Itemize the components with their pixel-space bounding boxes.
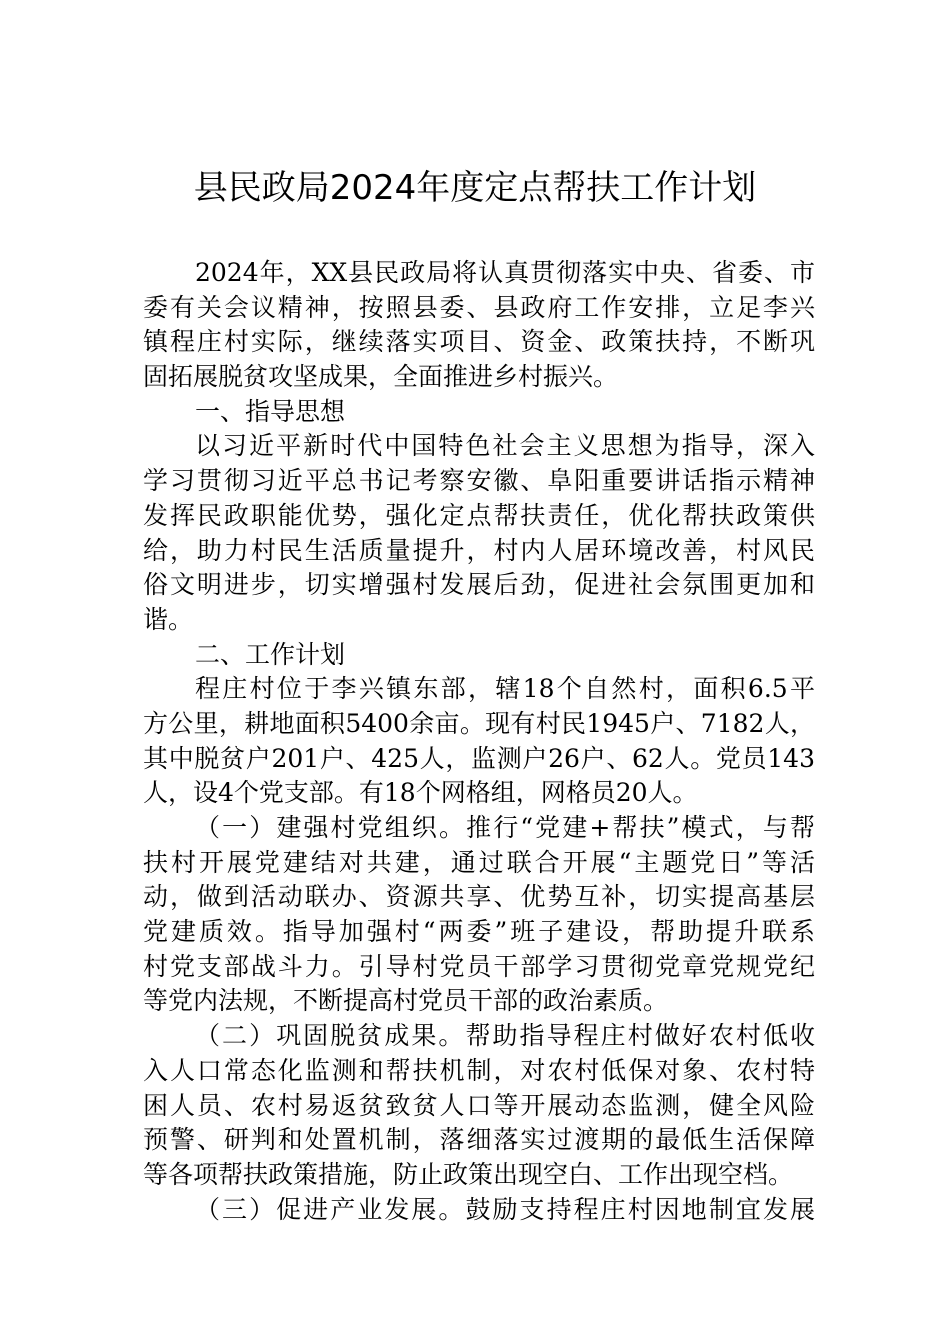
- text-line: 镇程庄村实际，继续落实项目、资金、政策扶持，不断巩: [143, 327, 815, 357]
- text-line: 2024年，XX县民政局将认真贯彻落实中央、省委、市: [195, 258, 815, 287]
- text-line: 发挥民政职能优势，强化定点帮扶责任，优化帮扶政策供: [143, 500, 815, 530]
- text-line: 其中脱贫户201户、425人，监测户26户、62人。党员143: [143, 743, 815, 773]
- text-line: 等党内法规，不断提高村党员干部的政治素质。: [143, 986, 669, 1016]
- document-title: 县民政局2024年度定点帮扶工作计划: [193, 168, 757, 208]
- text-line: 学习贯彻习近平总书记考察安徽、阜阳重要讲话指示精神: [143, 466, 815, 496]
- text-line: （三）促进产业发展。鼓励支持程庄村因地制宜发展: [195, 1194, 815, 1224]
- text-line: 等各项帮扶政策措施，防止政策出现空白、工作出现空档。: [143, 1159, 794, 1189]
- text-line: 入人口常态化监测和帮扶机制，对农村低保对象、农村特: [143, 1055, 815, 1085]
- text-line: 俗文明进步，切实增强村发展后劲，促进社会氛围更加和: [143, 570, 815, 600]
- text-line: 委有关会议精神，按照县委、县政府工作安排，立足李兴: [143, 292, 815, 322]
- text-line: 预警、研判和处置机制，落细落实过渡期的最低生活保障: [143, 1125, 815, 1155]
- text-line: 一、指导思想: [195, 396, 346, 426]
- text-line: 程庄村位于李兴镇东部，辖18个自然村，面积6.5平: [195, 674, 815, 704]
- text-line: 给，助力村民生活质量提升，村内人居环境改善，村风民: [143, 535, 815, 565]
- text-line: （一）建强村党组织。推行“党建+帮扶”模式，与帮: [195, 813, 815, 842]
- text-line: 谐。: [143, 604, 194, 634]
- text-line: 人，设4个党支部。有18个网格组，网格员20人。: [143, 778, 698, 808]
- text-line: 困人员、农村易返贫致贫人口等开展动态监测，健全风险: [143, 1090, 815, 1120]
- document-body: [143, 256, 815, 1227]
- text-line: 动，做到活动联办、资源共享、优势互补，切实提高基层: [143, 882, 815, 912]
- text-line: 固拓展脱贫攻坚成果，全面推进乡村振兴。: [143, 362, 619, 392]
- text-line: 村党支部战斗力。引导村党员干部学习贯彻党章党规党纪: [143, 951, 815, 981]
- text-line: 扶村开展党建结对共建，通过联合开展“主题党日”等活: [143, 847, 815, 877]
- text-line: 党建质效。指导加强村“两委”班子建设，帮助提升联系: [143, 917, 815, 947]
- text-line: 方公里，耕地面积5400余亩。现有村民1945户、7182人，: [143, 708, 815, 738]
- text-line: 以习近平新时代中国特色社会主义思想为指导，深入: [195, 431, 815, 461]
- text-line: （二）巩固脱贫成果。帮助指导程庄村做好农村低收: [195, 1021, 815, 1051]
- text-line: 二、工作计划: [195, 639, 346, 669]
